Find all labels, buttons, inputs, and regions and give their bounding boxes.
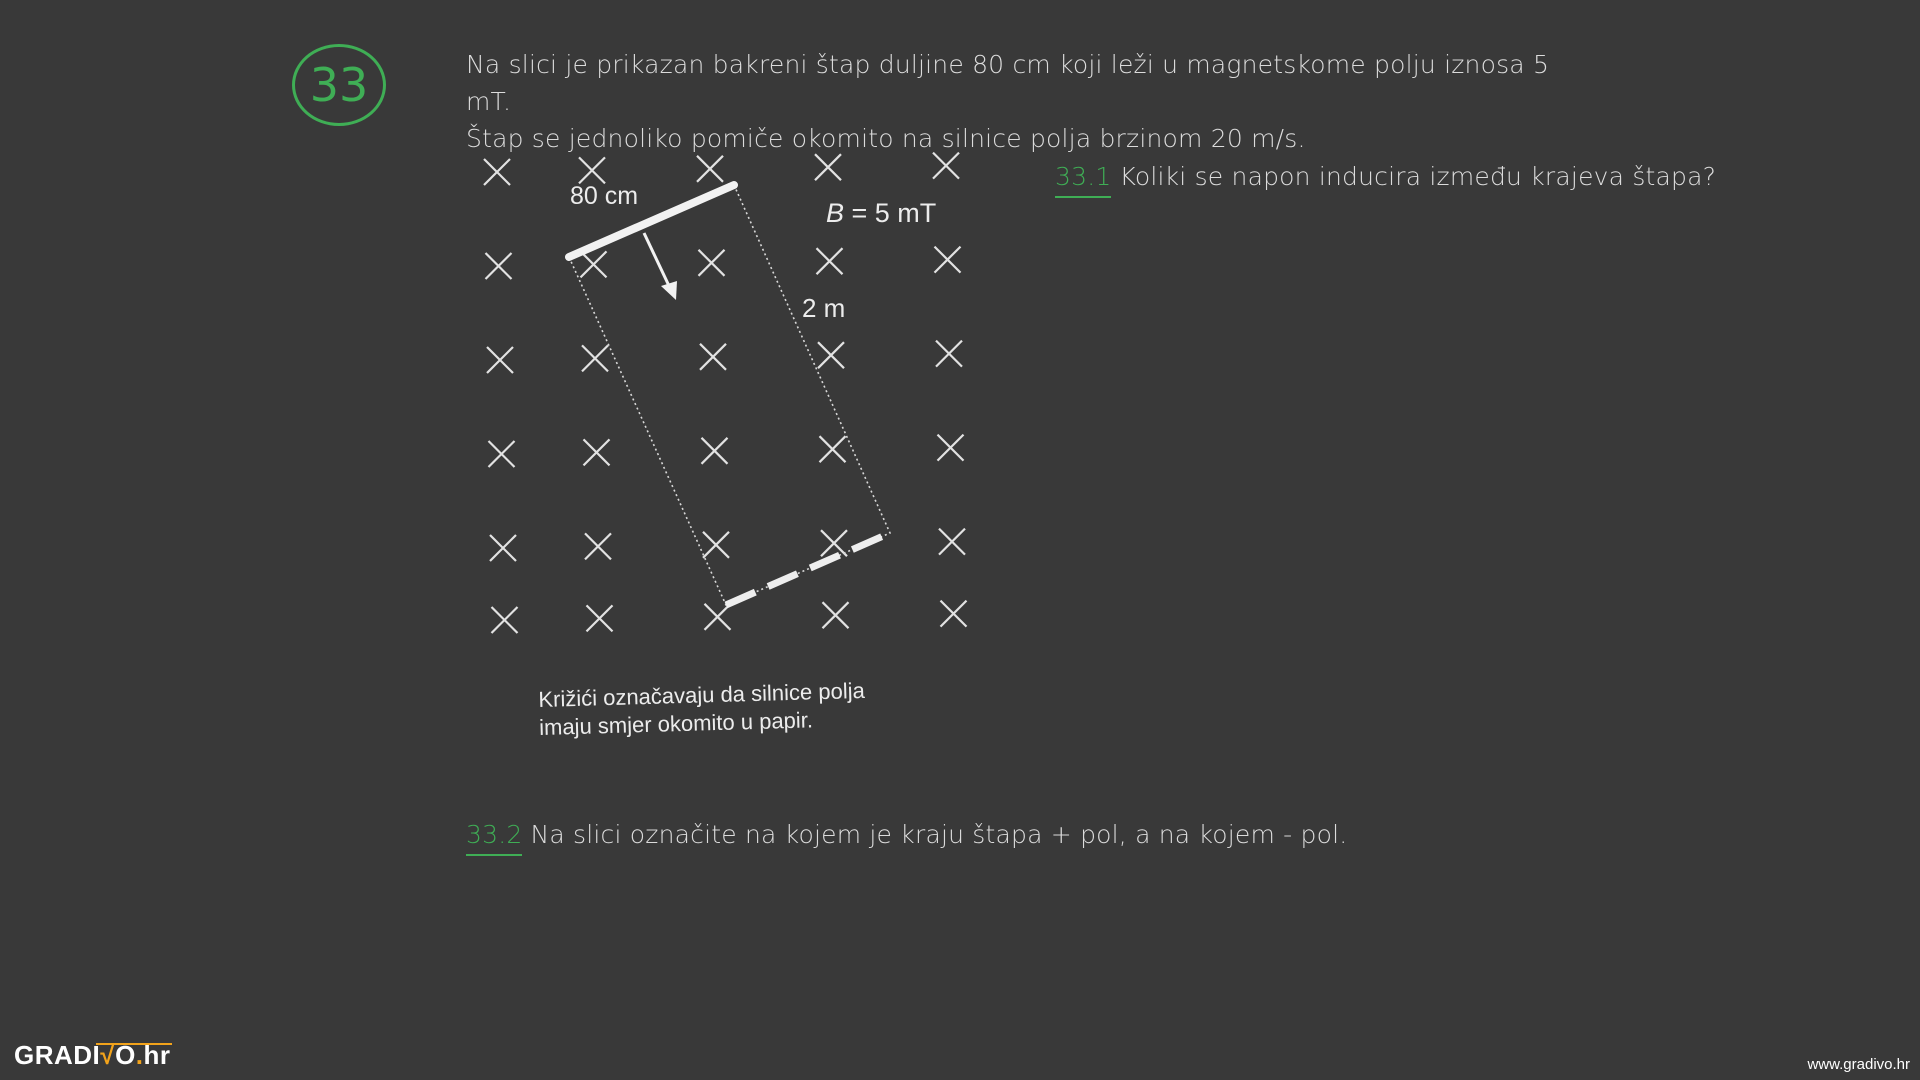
field-cross: [587, 605, 613, 631]
website-url[interactable]: www.gradivo.hr: [1807, 1056, 1910, 1073]
field-cross: [492, 607, 518, 633]
field-cross: [581, 251, 607, 277]
field-cross: [490, 535, 516, 561]
field-strength-label: [826, 198, 936, 228]
field-cross: [935, 247, 961, 273]
question-text: Koliki se napon inducira između krajeva štapa?: [1119, 162, 1717, 191]
problem-number-badge: 33: [292, 44, 386, 126]
question-number: 33.1: [1055, 160, 1111, 198]
logo-tld: hr: [143, 1040, 171, 1070]
question-number: 33.2: [466, 818, 522, 856]
field-cross: [487, 347, 513, 373]
rod-length-label: 80 cm: [570, 182, 639, 210]
field-cross: [582, 345, 608, 371]
logo-dot: .: [135, 1040, 144, 1070]
field-cross: [939, 529, 965, 555]
field-cross: [938, 435, 964, 461]
field-cross: [486, 253, 512, 279]
field-cross: [941, 601, 967, 627]
field-cross: [936, 341, 962, 367]
field-cross: [823, 602, 849, 628]
field-cross: [703, 532, 729, 558]
logo-suffix: O: [115, 1040, 136, 1070]
caption-line-2: imaju smjer okomito u papir.: [538, 707, 814, 740]
field-cross: [484, 159, 510, 185]
field-cross: [821, 530, 847, 556]
caption-line-1: Križići označavaju da silnice polja: [538, 677, 866, 712]
field-cross: [818, 342, 844, 368]
gradivo-logo[interactable]: [14, 1040, 171, 1071]
question-33-2: [466, 818, 1347, 856]
field-cross: [700, 344, 726, 370]
field-symbol: B: [826, 198, 845, 228]
field-value: = 5 mT: [844, 198, 937, 228]
question-text: Na slici označite na kojem je kraju štapa + pol, a na kojem - pol.: [530, 820, 1348, 849]
problem-line-2: Štap se jednoliko pomiče okomito na silnice polja brzinom 20 m/s.: [466, 124, 1306, 153]
logo-check-mark: √: [100, 1040, 116, 1070]
field-cross: [705, 604, 731, 630]
field-cross: [584, 439, 610, 465]
field-cross: [579, 157, 605, 183]
problem-line-1: Na slici je prikazan bakreni štap duljine 80 cm koji leži u magnetskome polju iznosa 5 mT.: [466, 50, 1550, 116]
field-cross: [585, 533, 611, 559]
logo-prefix: GRADI: [14, 1040, 101, 1070]
field-cross: [697, 156, 723, 182]
question-33-1: [1055, 160, 1716, 198]
field-cross: [933, 153, 959, 179]
field-cross: [699, 250, 725, 276]
field-direction-caption: [538, 675, 939, 742]
field-cross: [820, 436, 846, 462]
distance-label: 2 m: [802, 293, 846, 323]
field-cross: [817, 248, 843, 274]
field-cross: [702, 438, 728, 464]
velocity-arrow: [644, 233, 677, 300]
field-cross: [489, 441, 515, 467]
field-cross: [815, 154, 841, 180]
